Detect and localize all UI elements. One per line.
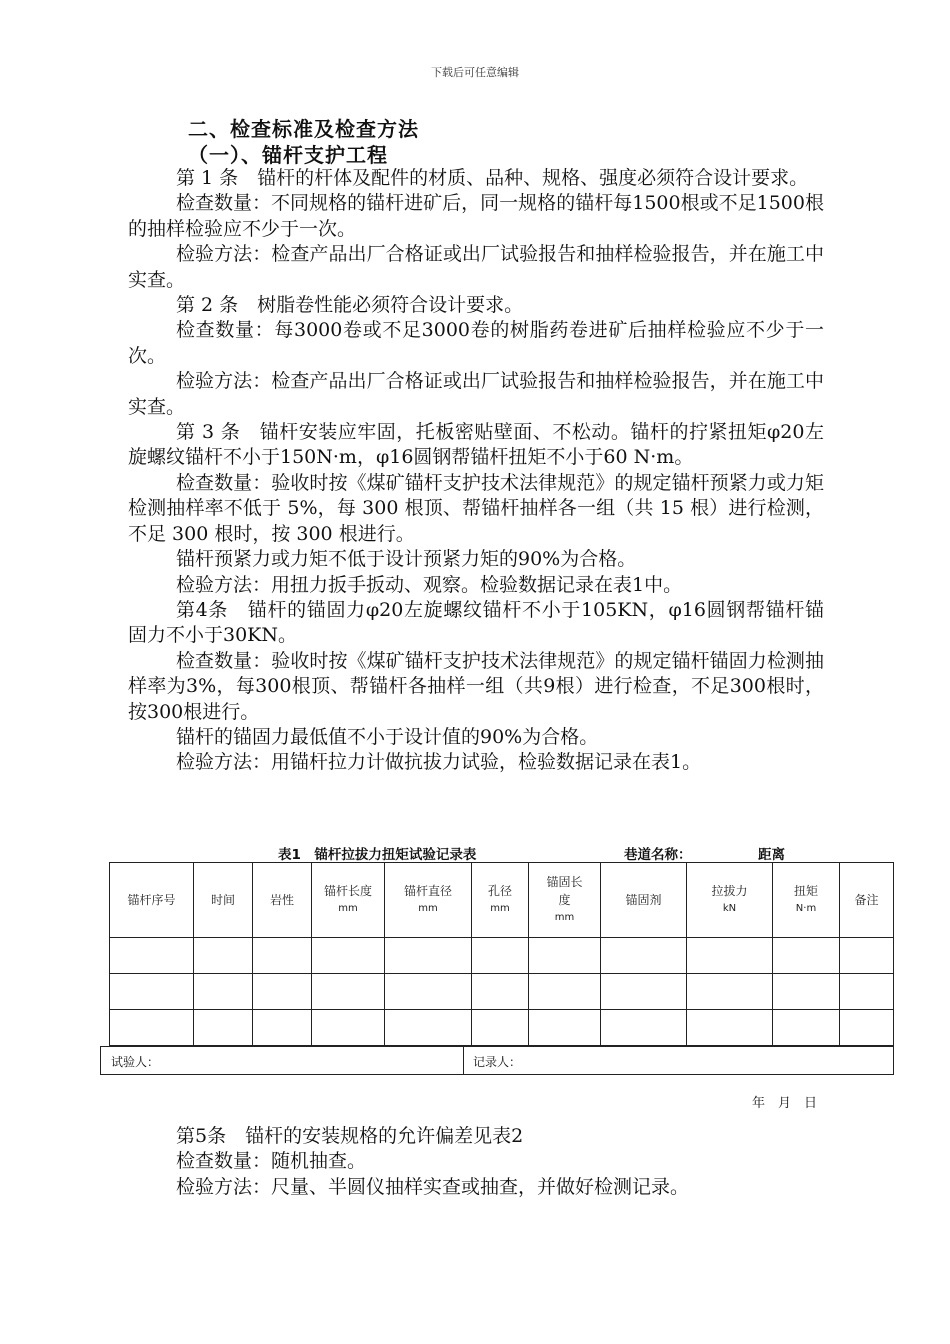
- table-cell[interactable]: [110, 1010, 194, 1046]
- table-cell[interactable]: [253, 938, 312, 974]
- col-header-anchor-length: 锚固长度 mm: [529, 863, 601, 938]
- signature-row: [100, 1046, 894, 1075]
- table-cell[interactable]: [529, 1010, 601, 1046]
- table-cell[interactable]: [194, 974, 253, 1010]
- table-cell[interactable]: [194, 938, 253, 974]
- main-text: [128, 166, 824, 776]
- paragraph: 第 1 条 锚杆的杆体及配件的材质、品种、规格、强度必须符合设计要求。: [176, 167, 809, 189]
- table-cell[interactable]: [385, 1010, 472, 1046]
- record-table: [109, 862, 894, 1046]
- table-cell[interactable]: [110, 938, 194, 974]
- roadway-label: 巷道名称：: [624, 847, 692, 863]
- tester-label: 试验人：: [111, 1055, 160, 1069]
- col-header-time: 时间: [194, 863, 253, 938]
- table-caption-row: [0, 841, 950, 863]
- table-cell[interactable]: [840, 938, 894, 974]
- col-header-bolt-length: 锚杆长度 mm: [312, 863, 385, 938]
- paragraph: 锚杆预紧力或力矩不低于设计预紧力矩的90%为合格。: [176, 548, 637, 571]
- table-cell[interactable]: [687, 974, 773, 1010]
- table-cell[interactable]: [601, 1010, 687, 1046]
- table-row: [110, 938, 894, 974]
- table-cell[interactable]: [312, 938, 385, 974]
- signature-divider: [463, 1047, 464, 1074]
- table-row: [110, 1010, 894, 1046]
- col-header-rock: 岩性: [253, 863, 312, 938]
- table-cell[interactable]: [529, 974, 601, 1010]
- col-header-bolt-no: 锚杆序号: [110, 863, 194, 938]
- paragraph: 第5条 锚杆的安装规格的允许偏差见表2: [176, 1125, 524, 1147]
- table-cell[interactable]: [312, 1010, 385, 1046]
- table-cell[interactable]: [472, 938, 529, 974]
- recorder-label: 记录人：: [473, 1055, 522, 1069]
- paragraph: 检查数量：不同规格的锚杆进矿后，同一规格的锚杆每1500根或不足1500根的抽样检验应不少于一次。: [128, 192, 824, 240]
- paragraph: 检查数量：验收时按《煤矿锚杆支护技术法律规范》的规定锚杆锚固力检测抽样率为3%，每300根顶、帮锚杆各抽样一组（共9根）进行检查，不足300根时，按300根进行。: [128, 649, 824, 723]
- table-cell[interactable]: [385, 938, 472, 974]
- table-cell[interactable]: [773, 974, 840, 1010]
- col-header-anchor-agent: 锚固剂: [601, 863, 687, 938]
- col-header-torque: 扭矩 N·m: [773, 863, 840, 938]
- paragraph: 锚杆的锚固力最低值不小于设计值的90%为合格。: [176, 725, 599, 748]
- subsection-title: （一）、锚杆支护工程: [188, 143, 388, 167]
- col-header-hole-diameter: 孔径 mm: [472, 863, 529, 938]
- date-line: 年 月 日: [752, 1096, 818, 1111]
- col-header-remarks: 备注: [840, 863, 894, 938]
- paragraph: 第 2 条 树脂卷性能必须符合设计要求。: [176, 294, 524, 317]
- table-cell[interactable]: [472, 974, 529, 1010]
- table-cell[interactable]: [312, 974, 385, 1010]
- table-cell[interactable]: [194, 1010, 253, 1046]
- table-cell[interactable]: [385, 974, 472, 1010]
- table-caption: 表1 锚杆拉拔力扭矩试验记录表: [278, 847, 477, 863]
- paragraph: 检查数量：每3000卷或不足3000卷的树脂药卷进矿后抽样检验应不少于一次。: [128, 319, 824, 367]
- col-header-bolt-diameter: 锚杆直径 mm: [385, 863, 472, 938]
- table-cell[interactable]: [110, 974, 194, 1010]
- table-cell[interactable]: [687, 938, 773, 974]
- page-header-note: 下载后可任意编辑: [431, 66, 519, 79]
- table-cell[interactable]: [601, 938, 687, 974]
- table-cell[interactable]: [529, 938, 601, 974]
- paragraph: 检验方法：检查产品出厂合格证或出厂试验报告和抽样检验报告，并在施工中实查。: [128, 370, 824, 418]
- paragraph: 检查数量：验收时按《煤矿锚杆支护技术法律规范》的规定锚杆预紧力或力矩检测抽样率不低于 5%，每 300 根顶、帮锚杆抽样各一组（共 15 根）进行检测，不足 300 根时，按 300 根进行。: [128, 471, 824, 545]
- table-cell[interactable]: [840, 974, 894, 1010]
- table-cell[interactable]: [601, 974, 687, 1010]
- table-cell[interactable]: [253, 1010, 312, 1046]
- table-cell[interactable]: [840, 1010, 894, 1046]
- paragraph: 第 3 条 锚杆安装应牢固，托板密贴壁面、不松动。锚杆的拧紧扭矩φ20左旋螺纹锚杆不小于150N·m，φ16圆钢帮锚杆扭矩不小于60 N·m。: [128, 421, 824, 469]
- table-header-row: [110, 863, 894, 938]
- table-cell[interactable]: [687, 1010, 773, 1046]
- paragraph: 检验方法：用扭力扳手扳动、观察。检验数据记录在表1中。: [176, 573, 683, 596]
- paragraph: 第4条 锚杆的锚固力φ20左旋螺纹锚杆不小于105KN，φ16圆钢帮锚杆锚固力不小于30KN。: [128, 598, 824, 647]
- table-cell[interactable]: [472, 1010, 529, 1046]
- table-cell[interactable]: [253, 974, 312, 1010]
- col-header-pull-force: 拉拔力 kN: [687, 863, 773, 938]
- distance-label: 距离: [758, 847, 785, 863]
- paragraph: 检验方法：用锚杆拉力计做抗拔力试验，检验数据记录在表1。: [176, 751, 702, 774]
- table-row: [110, 974, 894, 1010]
- paragraph: 检验方法：尺量、半圆仪抽样实查或抽查，并做好检测记录。: [176, 1175, 690, 1198]
- section-title: 二、检查标准及检查方法: [188, 117, 419, 141]
- table-cell[interactable]: [773, 938, 840, 974]
- paragraph: 检查数量：随机抽查。: [176, 1150, 367, 1173]
- table-cell[interactable]: [773, 1010, 840, 1046]
- section-5-text: [128, 1124, 824, 1200]
- paragraph: 检验方法：检查产品出厂合格证或出厂试验报告和抽样检验报告，并在施工中实查。: [128, 243, 824, 291]
